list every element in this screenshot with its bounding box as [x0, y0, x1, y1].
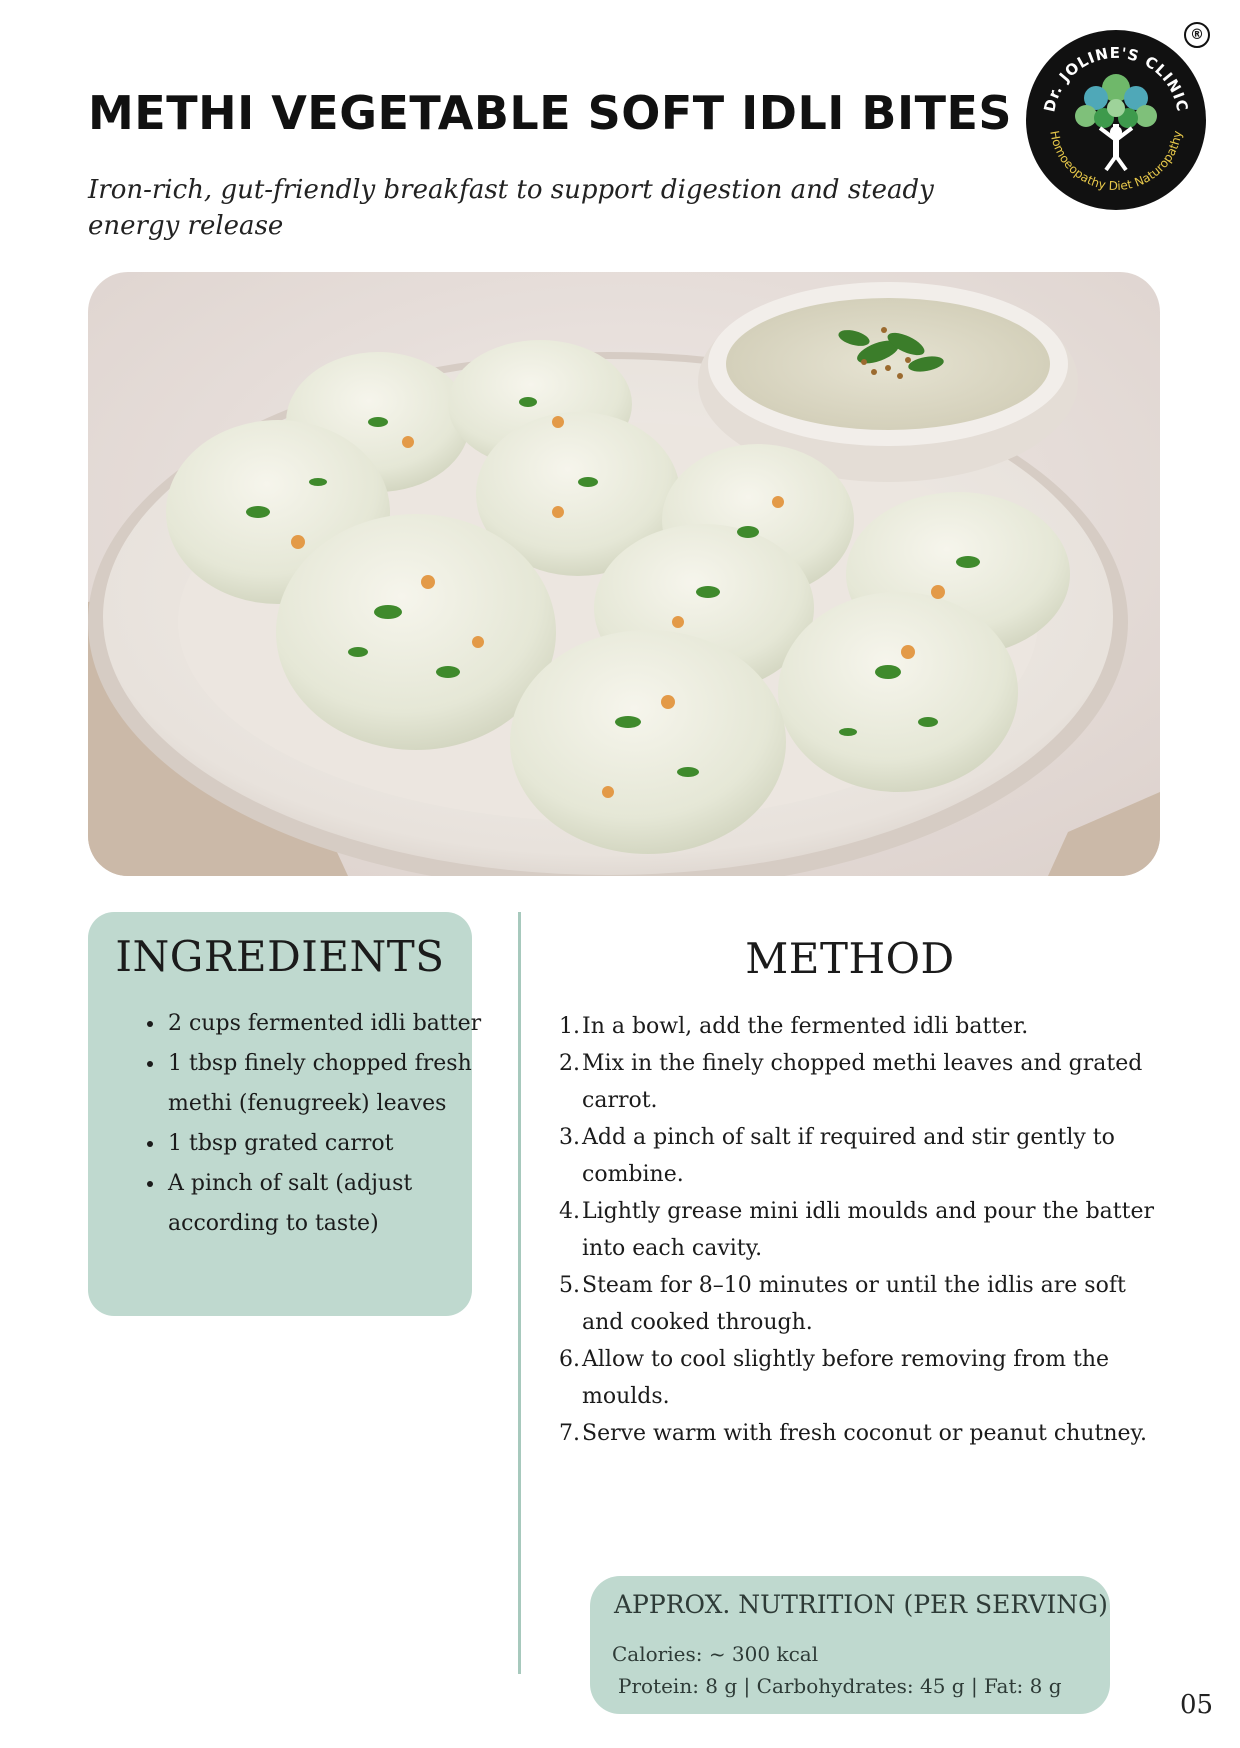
method-steps	[582, 1008, 1162, 1452]
nutrition-macros: Protein: 8 g | Carbohydrates: 45 g | Fat: 8 g	[618, 1674, 1062, 1698]
method-step: Mix in the finely chopped methi leaves and grated carrot.	[582, 1051, 1143, 1113]
method-step: Steam for 8–10 minutes or until the idlis are soft and cooked through.	[582, 1273, 1126, 1335]
ingredients-card	[88, 912, 482, 1316]
method-step: In a bowl, add the fermented idli batter.	[582, 1014, 1029, 1039]
logo-arc-bottom: Homoeopathy Diet Naturopathy	[1047, 129, 1185, 194]
recipe-title: METHI VEGETABLE SOFT IDLI BITES	[88, 86, 1013, 140]
ingredient-item: • 1 tbsp finely chopped fresh methi (fenugreek) leaves	[166, 1044, 486, 1124]
registered-mark: ®	[1184, 22, 1210, 48]
method-step: Add a pinch of salt if required and stir gently to combine.	[582, 1125, 1115, 1187]
method-step: Allow to cool slightly before removing from the moulds.	[582, 1347, 1110, 1409]
ingredient-item: • A pinch of salt (adjust according to taste)	[166, 1164, 486, 1244]
clinic-logo	[1024, 28, 1208, 212]
nutrition-calories: Calories: ~ 300 kcal	[612, 1642, 819, 1666]
column-divider	[518, 912, 521, 1674]
method-step: Serve warm with fresh coconut or peanut chutney.	[582, 1421, 1148, 1446]
nutrition-heading: APPROX. NUTRITION (PER SERVING)	[614, 1590, 1108, 1619]
ingredient-item: • 2 cups fermented idli batter	[166, 1004, 486, 1044]
ingredients-heading: INGREDIENTS	[115, 932, 445, 981]
nutrition-card	[590, 1576, 1110, 1714]
method-heading: METHOD	[745, 934, 955, 983]
ingredient-item: • 1 tbsp grated carrot	[166, 1124, 486, 1164]
food-photo	[88, 272, 1160, 876]
recipe-subtitle: Iron-rich, gut-friendly breakfast to support digestion and steady energy release	[88, 175, 934, 241]
logo-arc-top: Dr. JOLINE'S CLINIC	[1040, 43, 1192, 114]
ingredients-list	[132, 1004, 486, 1244]
page-number: 05	[1180, 1690, 1214, 1720]
method-step: Lightly grease mini idli moulds and pour the batter into each cavity.	[582, 1199, 1154, 1261]
